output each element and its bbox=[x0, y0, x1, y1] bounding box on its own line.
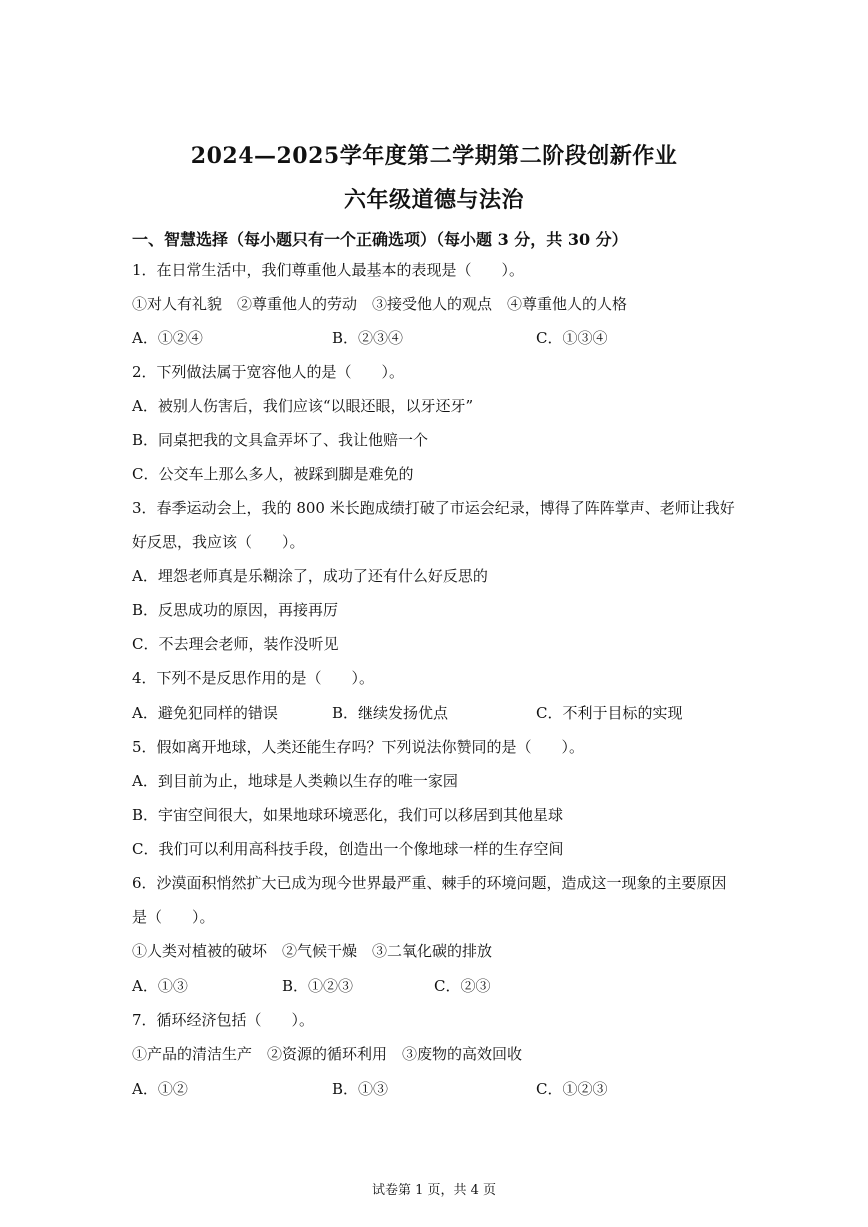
question-2-option-a[interactable]: A．被别人伤害后，我们应该“以眼还眼，以牙还牙” bbox=[132, 397, 474, 415]
question-6-option-c[interactable]: C．②③ bbox=[434, 977, 491, 995]
question-5-option-a[interactable]: A．到目前为止，地球是人类赖以生存的唯一家园 bbox=[132, 772, 458, 790]
question-5-option-c[interactable]: C．我们可以利用高科技手段，创造出一个像地球一样的生存空间 bbox=[132, 840, 564, 858]
question-4-option-c[interactable]: C．不利于目标的实现 bbox=[536, 704, 683, 722]
question-7-option-b[interactable]: B．①③ bbox=[332, 1080, 389, 1098]
question-3-option-a[interactable]: A．埋怨老师真是乐糊涂了，成功了还有什么好反思的 bbox=[132, 567, 488, 585]
question-3-option-b[interactable]: B．反思成功的原因，再接再厉 bbox=[132, 601, 339, 619]
question-6-option-b[interactable]: B．①②③ bbox=[282, 977, 354, 995]
question-1-option-c[interactable]: C．①③④ bbox=[536, 329, 608, 347]
question-3-stem-line-2: 好反思，我应该（ ）。 bbox=[132, 533, 305, 551]
question-6-items: ①人类对植被的破坏 ②气候干燥 ③二氧化碳的排放 bbox=[132, 942, 493, 960]
section-heading: 一、智慧选择（每小题只有一个正确选项）（每小题 3 分，共 30 分） bbox=[132, 230, 628, 249]
question-2-option-b[interactable]: B．同桌把我的文具盒弄坏了、我让他赔一个 bbox=[132, 431, 429, 449]
page-title: 2024—2025学年度第二学期第二阶段创新作业 bbox=[190, 143, 678, 169]
question-3-stem-line-1: 3．春季运动会上，我的 800 米长跑成绩打破了市运会纪录，博得了阵阵掌声、老师让我好 bbox=[132, 499, 735, 517]
question-7-stem: 7．循环经济包括（ ）。 bbox=[132, 1011, 315, 1029]
question-3-option-c[interactable]: C．不去理会老师，装作没听见 bbox=[132, 635, 339, 653]
question-2-stem: 2．下列做法属于宽容他人的是（ ）。 bbox=[132, 363, 405, 381]
question-1-option-b[interactable]: B．②③④ bbox=[332, 329, 404, 347]
question-6-option-a[interactable]: A．①③ bbox=[132, 977, 188, 995]
page-subtitle: 六年级道德与法治 bbox=[343, 187, 524, 213]
question-7-option-a[interactable]: A．①② bbox=[132, 1080, 188, 1098]
question-4-option-b[interactable]: B．继续发扬优点 bbox=[332, 704, 449, 722]
question-4-stem: 4．下列不是反思作用的是（ ）。 bbox=[132, 669, 375, 687]
question-2-option-c[interactable]: C．公交车上那么多人，被踩到脚是难免的 bbox=[132, 465, 414, 483]
question-1-option-a[interactable]: A．①②④ bbox=[132, 329, 203, 347]
question-7-items: ①产品的清洁生产 ②资源的循环利用 ③废物的高效回收 bbox=[132, 1045, 523, 1063]
page-number-footer: 试卷第 1 页，共 4 页 bbox=[371, 1183, 497, 1198]
question-6-stem-line-2: 是（ ）。 bbox=[132, 908, 215, 926]
question-5-option-b[interactable]: B．宇宙空间很大，如果地球环境恶化，我们可以移居到其他星球 bbox=[132, 806, 564, 824]
question-6-stem-line-1: 6．沙漠面积悄然扩大已成为现今世界最严重、棘手的环境问题，造成这一现象的主要原因 bbox=[132, 874, 727, 892]
question-4-option-a[interactable]: A．避免犯同样的错误 bbox=[132, 704, 278, 722]
question-1-items: ①对人有礼貌 ②尊重他人的劳动 ③接受他人的观点 ④尊重他人的人格 bbox=[132, 295, 628, 313]
question-7-option-c[interactable]: C．①②③ bbox=[536, 1080, 608, 1098]
question-5-stem: 5．假如离开地球，人类还能生存吗？下列说法你赞同的是（ ）。 bbox=[132, 738, 585, 756]
question-1-stem: 1．在日常生活中，我们尊重他人最基本的表现是（ ）。 bbox=[132, 261, 525, 279]
